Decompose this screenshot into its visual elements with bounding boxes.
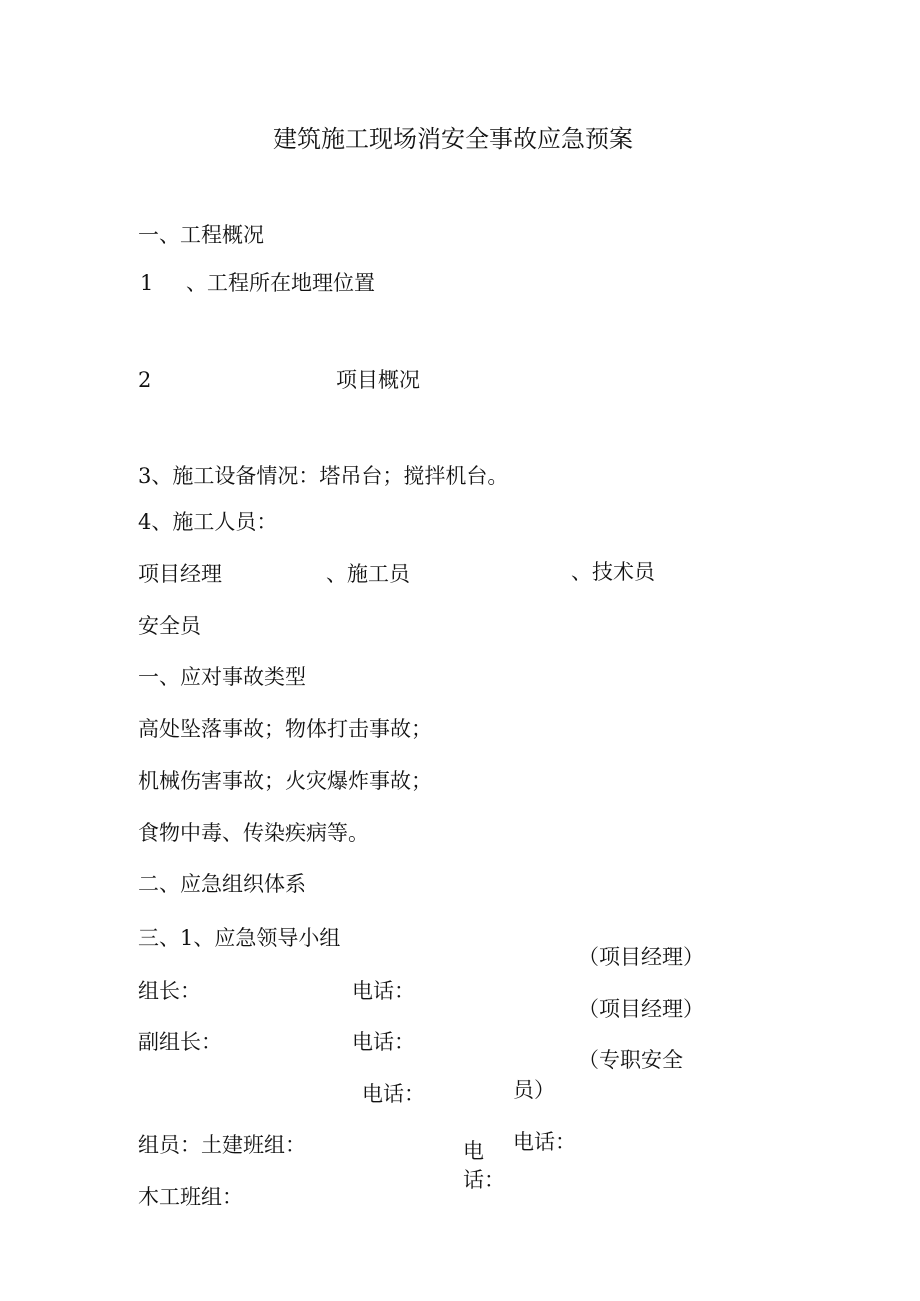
deputy-label: 副组长：	[138, 1030, 222, 1054]
member-phone-label: 电话：	[513, 1130, 576, 1154]
section-heading-organization: 二、应急组织体系	[138, 872, 306, 896]
member-phone-vertical-1: 电	[463, 1139, 484, 1163]
item-text-location: 、工程所在地理位置	[186, 271, 375, 295]
item-text-project-overview: 项目概况	[336, 368, 420, 392]
member-phone-vertical-2: 话：	[463, 1168, 505, 1192]
item-personnel: 4、施工人员：	[138, 510, 278, 534]
accident-types-line-2: 机械伤害事故；火灾爆炸事故；	[138, 769, 432, 793]
item-number-1: 1	[140, 271, 154, 295]
leader-phone-label: 电话：	[352, 979, 415, 1003]
accident-types-line-3: 食物中毒、传染疾病等。	[138, 821, 369, 845]
deputy-phone-label: 电话：	[352, 1030, 415, 1054]
section-heading-leader-group: 三、1、应急领导小组	[138, 926, 341, 950]
section-heading-accident-types: 一、应对事故类型	[138, 665, 306, 689]
staff-technician: 、技术员	[571, 560, 655, 584]
leader-label: 组长：	[138, 979, 201, 1003]
item-number-2: 2	[138, 368, 152, 392]
staff-builder: 、施工员	[326, 562, 410, 586]
document-title: 建筑施工现场消安全事故应急预案	[273, 125, 633, 153]
safety-officer-phone-label: 电话：	[362, 1082, 425, 1106]
section-heading-overview: 一、工程概况	[138, 223, 264, 247]
accident-types-line-1: 高处坠落事故；物体打击事故；	[138, 717, 432, 741]
staff-safety-officer: 安全员	[138, 614, 201, 638]
staff-project-manager: 项目经理	[138, 562, 222, 586]
item-equipment: 3、施工设备情况：塔吊台；搅拌机台。	[138, 464, 509, 488]
leader-role: （项目经理）	[578, 945, 704, 969]
carpenter-group-label: 木工班组：	[138, 1185, 243, 1209]
deputy-role: （项目经理）	[578, 997, 704, 1021]
member-label: 组员：土建班组：	[138, 1133, 306, 1157]
safety-officer-role-line-2: 员）	[513, 1078, 555, 1102]
safety-officer-role-line-1: （专职安全	[578, 1048, 683, 1072]
